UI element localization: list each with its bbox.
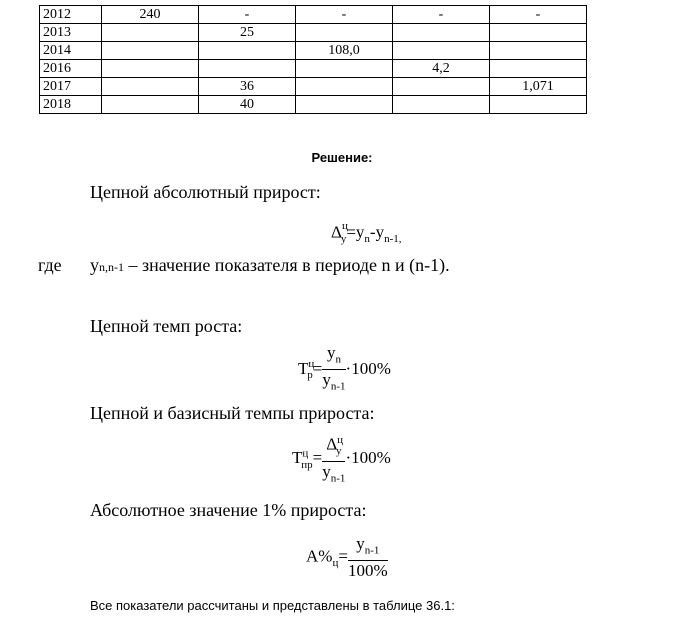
- value-cell: [102, 42, 199, 60]
- table-row: [40, 6, 587, 24]
- value-cell: 1,071: [490, 78, 587, 96]
- value-cell: 25: [199, 24, 296, 42]
- formula-one-percent: $A\%_ц=$ $\frac{y_{n-1}}{100\%}$: [306, 534, 388, 581]
- value-cell: [393, 42, 490, 60]
- value-cell: -: [393, 6, 490, 24]
- year-cell: 2016: [40, 60, 102, 78]
- value-cell: [393, 96, 490, 114]
- table-row: [40, 96, 587, 114]
- value-cell: [296, 60, 393, 78]
- year-cell: 2012: [40, 6, 102, 24]
- year-cell: 2018: [40, 96, 102, 114]
- table-row: [40, 42, 587, 60]
- year-cell: 2013: [40, 24, 102, 42]
- value-cell: [199, 42, 296, 60]
- formula-increase-rate: $T^ц_{пр}=$ $\frac{\Delta^ц_y}{y_{n-1}}$ ·100%: [292, 430, 391, 488]
- formula-abs-growth: $\Delta^ц_y=y_n-y_{n-1,}$: [331, 220, 402, 246]
- value-cell: [102, 96, 199, 114]
- value-cell: [393, 78, 490, 96]
- value-cell: 4,2: [393, 60, 490, 78]
- value-cell: [490, 96, 587, 114]
- value-cell: -: [490, 6, 587, 24]
- value-cell: [296, 96, 393, 114]
- where-label: где: [38, 255, 62, 275]
- table-row: [40, 78, 587, 96]
- value-cell: [296, 78, 393, 96]
- value-cell: [296, 24, 393, 42]
- value-cell: [490, 24, 587, 42]
- year-cell: 2017: [40, 78, 102, 96]
- value-cell: [102, 78, 199, 96]
- table-row: [40, 60, 587, 78]
- data-table: [39, 5, 587, 114]
- increase-title: Цепной и базисный темпы прироста:: [90, 403, 375, 423]
- table-caption: Все показатели рассчитаны и представлены в таблице 36.1:: [90, 598, 455, 613]
- value-cell: [199, 60, 296, 78]
- chain-abs-title: Цепной абсолютный прирост:: [90, 182, 321, 202]
- value-cell: [490, 60, 587, 78]
- value-cell: 240: [102, 6, 199, 24]
- value-cell: -: [199, 6, 296, 24]
- value-cell: [393, 24, 490, 42]
- growth-title: Цепной темп роста:: [90, 316, 243, 336]
- formula-growth-rate: $T^ц_р=$ $\frac{y_n}{y_{n-1}}$ ·100%: [298, 343, 391, 393]
- value-cell: 108,0: [296, 42, 393, 60]
- value-cell: [490, 42, 587, 60]
- value-cell: 36: [199, 78, 296, 96]
- year-cell: 2014: [40, 42, 102, 60]
- value-cell: [102, 60, 199, 78]
- solution-heading: Решение:: [311, 150, 373, 165]
- value-cell: -: [296, 6, 393, 24]
- abs-value-title: Абсолютное значение 1% прироста:: [90, 500, 367, 520]
- value-cell: 40: [199, 96, 296, 114]
- value-cell: [102, 24, 199, 42]
- where-definition: yn,n-1 – значение показателя в периоде n и (n-1).: [90, 255, 450, 275]
- table-row: [40, 24, 587, 42]
